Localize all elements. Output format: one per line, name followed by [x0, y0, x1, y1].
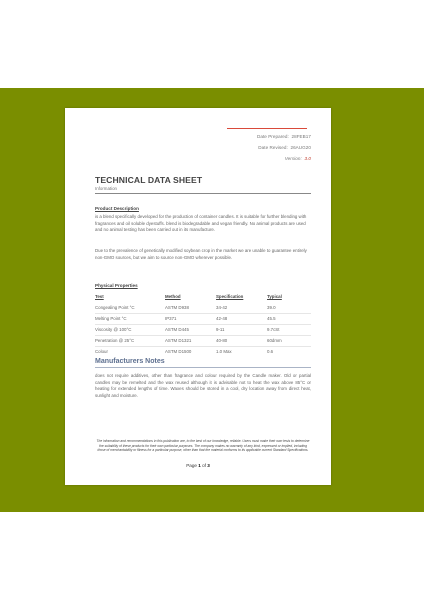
- cell-specification: 40-80: [216, 338, 228, 343]
- product-description-paragraph-2: Due to the prevalence of genetically modified soybean crop in the market we are unable to guarantee entirely non-GMO sources, but we aim to source non-GMO wherever possible.: [95, 248, 307, 260]
- cell-method: ASTM D1321: [165, 338, 192, 343]
- cell-test: Congealing Point °C: [95, 305, 135, 310]
- row-divider: [95, 313, 311, 314]
- row-divider: [95, 324, 311, 325]
- page-number: [65, 463, 331, 468]
- cell-typical: 9.7cSt: [267, 327, 280, 332]
- page-of: of: [202, 463, 206, 468]
- cell-method: ASTM D938: [165, 305, 189, 310]
- date-revised-label: Date Revised:: [258, 145, 288, 150]
- date-revised: [258, 145, 311, 150]
- physical-properties-heading: Physical Properties: [95, 283, 138, 288]
- cell-test: Melting Point °C: [95, 316, 127, 321]
- page-label: Page: [186, 463, 197, 468]
- version: [285, 156, 311, 161]
- product-description-heading: Product Description: [95, 206, 139, 211]
- row-divider: [95, 346, 311, 347]
- cell-typical: 0.6: [267, 349, 274, 354]
- cell-specification: 42-48: [216, 316, 228, 321]
- column-header-typical: Typical: [267, 294, 282, 299]
- document-page: [65, 108, 331, 485]
- cell-specification: 9-11: [216, 327, 225, 332]
- column-header-method: Method: [165, 294, 181, 299]
- cell-test: Colour: [95, 349, 108, 354]
- header-accent-line: [227, 128, 307, 129]
- date-prepared: [257, 134, 311, 139]
- manufacturers-notes-divider: [95, 367, 311, 368]
- version-label: Version:: [284, 156, 302, 161]
- column-header-specification: Specification: [216, 294, 244, 299]
- manufacturers-notes-paragraph: does not require additives, other than fragrance and colour required by the Candle maker. Old or partial candles may be remelted and the wax reused although it is advisable not to heat the wax above 85°C or heating for extended lengths of time. Waxes should be stored in a cool, dry location away from direct heat, sunlight and moisture.: [95, 373, 311, 398]
- cell-method: IP371: [165, 316, 177, 321]
- cell-specification: 34-42: [216, 305, 228, 310]
- disclaimer-text: The information and recommendations in this publication are, to the best of our knowledge, reliable. Users must make their own tests to determine the suitability of these products for their own particular purposes. The company makes no warranty of any kind, expressed or implied, including those of merchantability or fitness for a particular purpose, other than that the material conforms to its applicable current Standard Specifications.: [96, 439, 310, 453]
- cell-test: Penetration @ 25°C: [95, 338, 135, 343]
- page-subtitle: Information: [95, 186, 117, 191]
- cell-specification: 1.0 Max: [216, 349, 232, 354]
- product-description-paragraph-1: is a blend specifically developed for the production of container candles. It is suitable for further blending with fragrances and oil soluble dyestuffs. blend is biodegradable and vegan friendly. No animal products are used and no animal testing has been carried out in its manufacture.: [95, 214, 307, 232]
- page-title: TECHNICAL DATA SHEET: [95, 175, 203, 185]
- cell-typical: 39.0: [267, 305, 276, 310]
- cell-method: ASTM D445: [165, 327, 189, 332]
- date-prepared-label: Date Prepared:: [256, 134, 289, 139]
- column-header-test: Test: [95, 294, 104, 299]
- cell-method: ASTM D1500: [165, 349, 192, 354]
- cell-test: Viscosity @ 100°C: [95, 327, 132, 332]
- page-current: 1: [198, 463, 201, 468]
- cell-typical: 60dmm: [267, 338, 282, 343]
- date-prepared-value: 28FEB17: [291, 134, 311, 139]
- page-total: 3: [207, 463, 210, 468]
- title-divider: [95, 193, 311, 194]
- row-divider: [95, 335, 311, 336]
- date-revised-value: 26AUG20: [290, 145, 311, 150]
- manufacturers-notes-heading: Manufacturers Notes: [95, 358, 165, 365]
- cell-typical: 45.5: [267, 316, 276, 321]
- version-value: 3.0: [304, 156, 311, 161]
